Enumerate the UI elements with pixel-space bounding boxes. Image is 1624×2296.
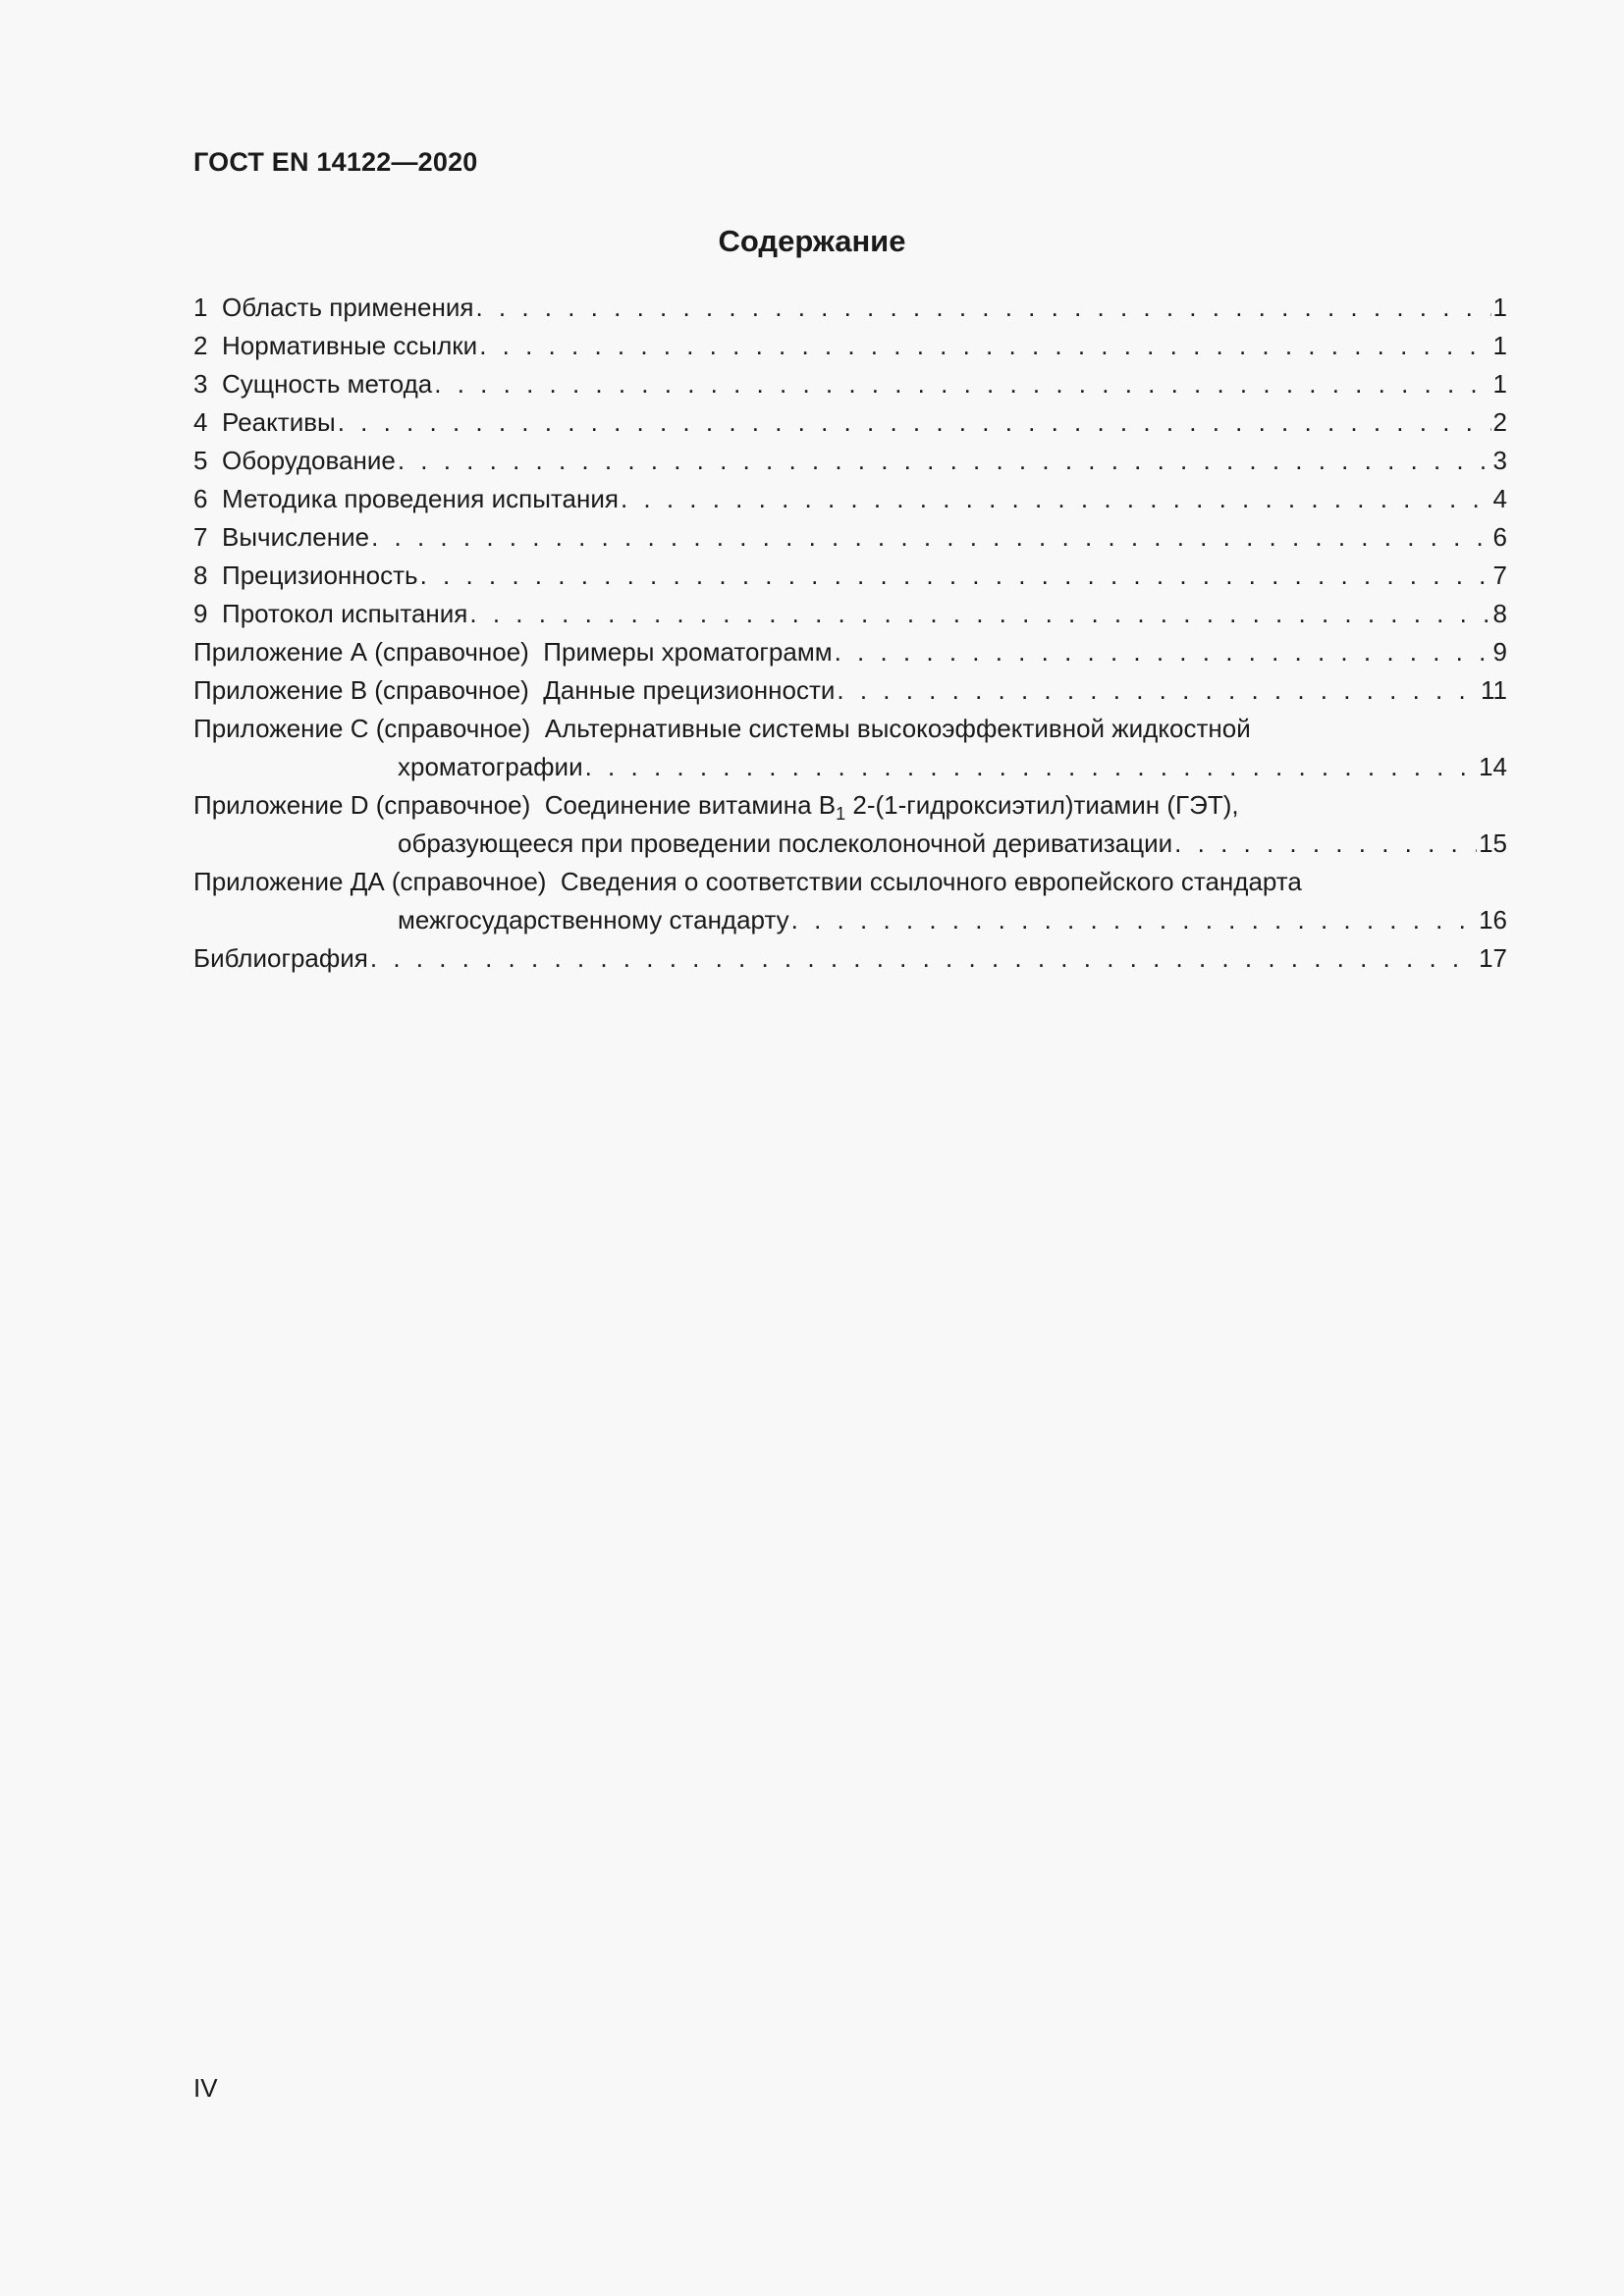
toc-entry-title: Вычисление bbox=[222, 522, 370, 552]
toc-entry-title: Нормативные ссылки bbox=[222, 331, 478, 360]
toc-annex-title-continued: образующееся при проведении послеколоночной дериватизации bbox=[398, 828, 1173, 858]
toc-bibliography-title: Библиография bbox=[193, 943, 368, 973]
toc-entry-number: 9 bbox=[193, 599, 208, 628]
toc-annex-label: Приложение D (справочное) bbox=[193, 790, 531, 820]
table-of-contents bbox=[193, 289, 1507, 978]
toc-entry-4[interactable] bbox=[193, 403, 1507, 442]
toc-annex-a[interactable] bbox=[193, 633, 1507, 671]
toc-entry-title: Оборудование bbox=[222, 446, 396, 475]
toc-leader-dots bbox=[621, 480, 1491, 518]
toc-entry-title: Реактивы bbox=[222, 407, 336, 437]
toc-annex-title: Сведения о соответствии ссылочного европейского стандарта bbox=[560, 867, 1302, 896]
toc-entry-3[interactable] bbox=[193, 365, 1507, 403]
toc-annex-title-continued: хроматографии bbox=[398, 752, 583, 781]
toc-annex-da[interactable] bbox=[193, 863, 1507, 901]
toc-annex-d[interactable] bbox=[193, 786, 1507, 825]
toc-bibliography[interactable] bbox=[193, 939, 1507, 978]
toc-entry-number: 8 bbox=[193, 561, 208, 590]
toc-annex-c-continued[interactable] bbox=[193, 748, 1507, 786]
toc-entry-page: 11 bbox=[1481, 675, 1507, 705]
toc-annex-da-continued[interactable] bbox=[193, 901, 1507, 939]
toc-annex-title: Соединение витамина В bbox=[544, 790, 837, 820]
toc-leader-dots bbox=[585, 748, 1477, 786]
toc-title: Содержание bbox=[718, 224, 906, 258]
toc-entry-2[interactable] bbox=[193, 327, 1507, 365]
toc-annex-label: Приложение В (справочное) bbox=[193, 675, 529, 705]
toc-entry-page: 9 bbox=[1492, 637, 1507, 667]
toc-entry-page: 1 bbox=[1492, 331, 1507, 360]
toc-leader-dots bbox=[420, 557, 1491, 595]
toc-entry-number: 6 bbox=[193, 484, 208, 513]
toc-entry-number: 4 bbox=[193, 407, 208, 437]
toc-entry-page: 14 bbox=[1479, 752, 1507, 781]
toc-entry-page: 7 bbox=[1492, 561, 1507, 590]
toc-entry-number: 7 bbox=[193, 522, 208, 552]
toc-entry-number: 5 bbox=[193, 446, 208, 475]
toc-leader-dots bbox=[479, 327, 1490, 365]
toc-entry-number: 3 bbox=[193, 369, 208, 399]
toc-entry-7[interactable] bbox=[193, 518, 1507, 557]
toc-entry-page: 1 bbox=[1492, 369, 1507, 399]
toc-entry-5[interactable] bbox=[193, 442, 1507, 480]
toc-entry-page: 16 bbox=[1479, 905, 1507, 934]
toc-annex-label: Приложение ДА (справочное) bbox=[193, 867, 547, 896]
toc-entry-number: 1 bbox=[193, 293, 208, 322]
toc-entry-8[interactable] bbox=[193, 557, 1507, 595]
page-number: IV bbox=[193, 2073, 218, 2103]
toc-entry-page: 1 bbox=[1492, 293, 1507, 322]
toc-entry-title: Протокол испытания bbox=[222, 599, 468, 628]
toc-entry-title: Сущность метода bbox=[222, 369, 433, 399]
toc-annex-label: Приложение С (справочное) bbox=[193, 714, 531, 743]
toc-leader-dots bbox=[434, 365, 1490, 403]
toc-leader-dots bbox=[371, 518, 1490, 557]
toc-entry-page: 15 bbox=[1479, 828, 1507, 858]
toc-annex-title-continued: межгосударственному стандарту bbox=[398, 905, 789, 934]
toc-leader-dots bbox=[835, 633, 1491, 671]
toc-entry-page: 17 bbox=[1479, 943, 1507, 973]
toc-entry-9[interactable] bbox=[193, 595, 1507, 633]
toc-entry-title: Область применения bbox=[222, 293, 474, 322]
toc-entry-page: 3 bbox=[1492, 446, 1507, 475]
toc-leader-dots bbox=[475, 289, 1490, 327]
toc-annex-title: Данные прецизионности bbox=[543, 675, 836, 705]
toc-entry-page: 4 bbox=[1492, 484, 1507, 513]
toc-annex-c[interactable] bbox=[193, 710, 1507, 748]
toc-leader-dots bbox=[338, 403, 1491, 442]
toc-entry-number: 2 bbox=[193, 331, 208, 360]
toc-leader-dots bbox=[837, 671, 1479, 710]
toc-leader-dots bbox=[791, 901, 1477, 939]
subscript: 1 bbox=[836, 804, 846, 825]
toc-entry-title: Прецизионность bbox=[222, 561, 418, 590]
toc-annex-label: Приложение А (справочное) bbox=[193, 637, 529, 667]
toc-annex-title: Примеры хроматограмм bbox=[543, 637, 833, 667]
toc-annex-b[interactable] bbox=[193, 671, 1507, 710]
toc-leader-dots bbox=[1174, 825, 1477, 863]
toc-annex-title-rest: 2-(1-гидроксиэтил)тиамин (ГЭТ), bbox=[845, 790, 1239, 820]
toc-leader-dots bbox=[469, 595, 1490, 633]
toc-entry-1[interactable] bbox=[193, 289, 1507, 327]
toc-leader-dots bbox=[398, 442, 1491, 480]
toc-entry-page: 2 bbox=[1492, 407, 1507, 437]
toc-entry-6[interactable] bbox=[193, 480, 1507, 518]
toc-entry-page: 6 bbox=[1492, 522, 1507, 552]
toc-entry-page: 8 bbox=[1492, 599, 1507, 628]
toc-leader-dots bbox=[370, 939, 1477, 978]
toc-annex-title: Альтернативные системы высокоэффективной жидкостной bbox=[544, 714, 1251, 743]
toc-entry-title: Методика проведения испытания bbox=[222, 484, 619, 513]
toc-annex-d-continued[interactable] bbox=[193, 825, 1507, 863]
document-id-header: ГОСТ EN 14122—2020 bbox=[193, 147, 478, 177]
